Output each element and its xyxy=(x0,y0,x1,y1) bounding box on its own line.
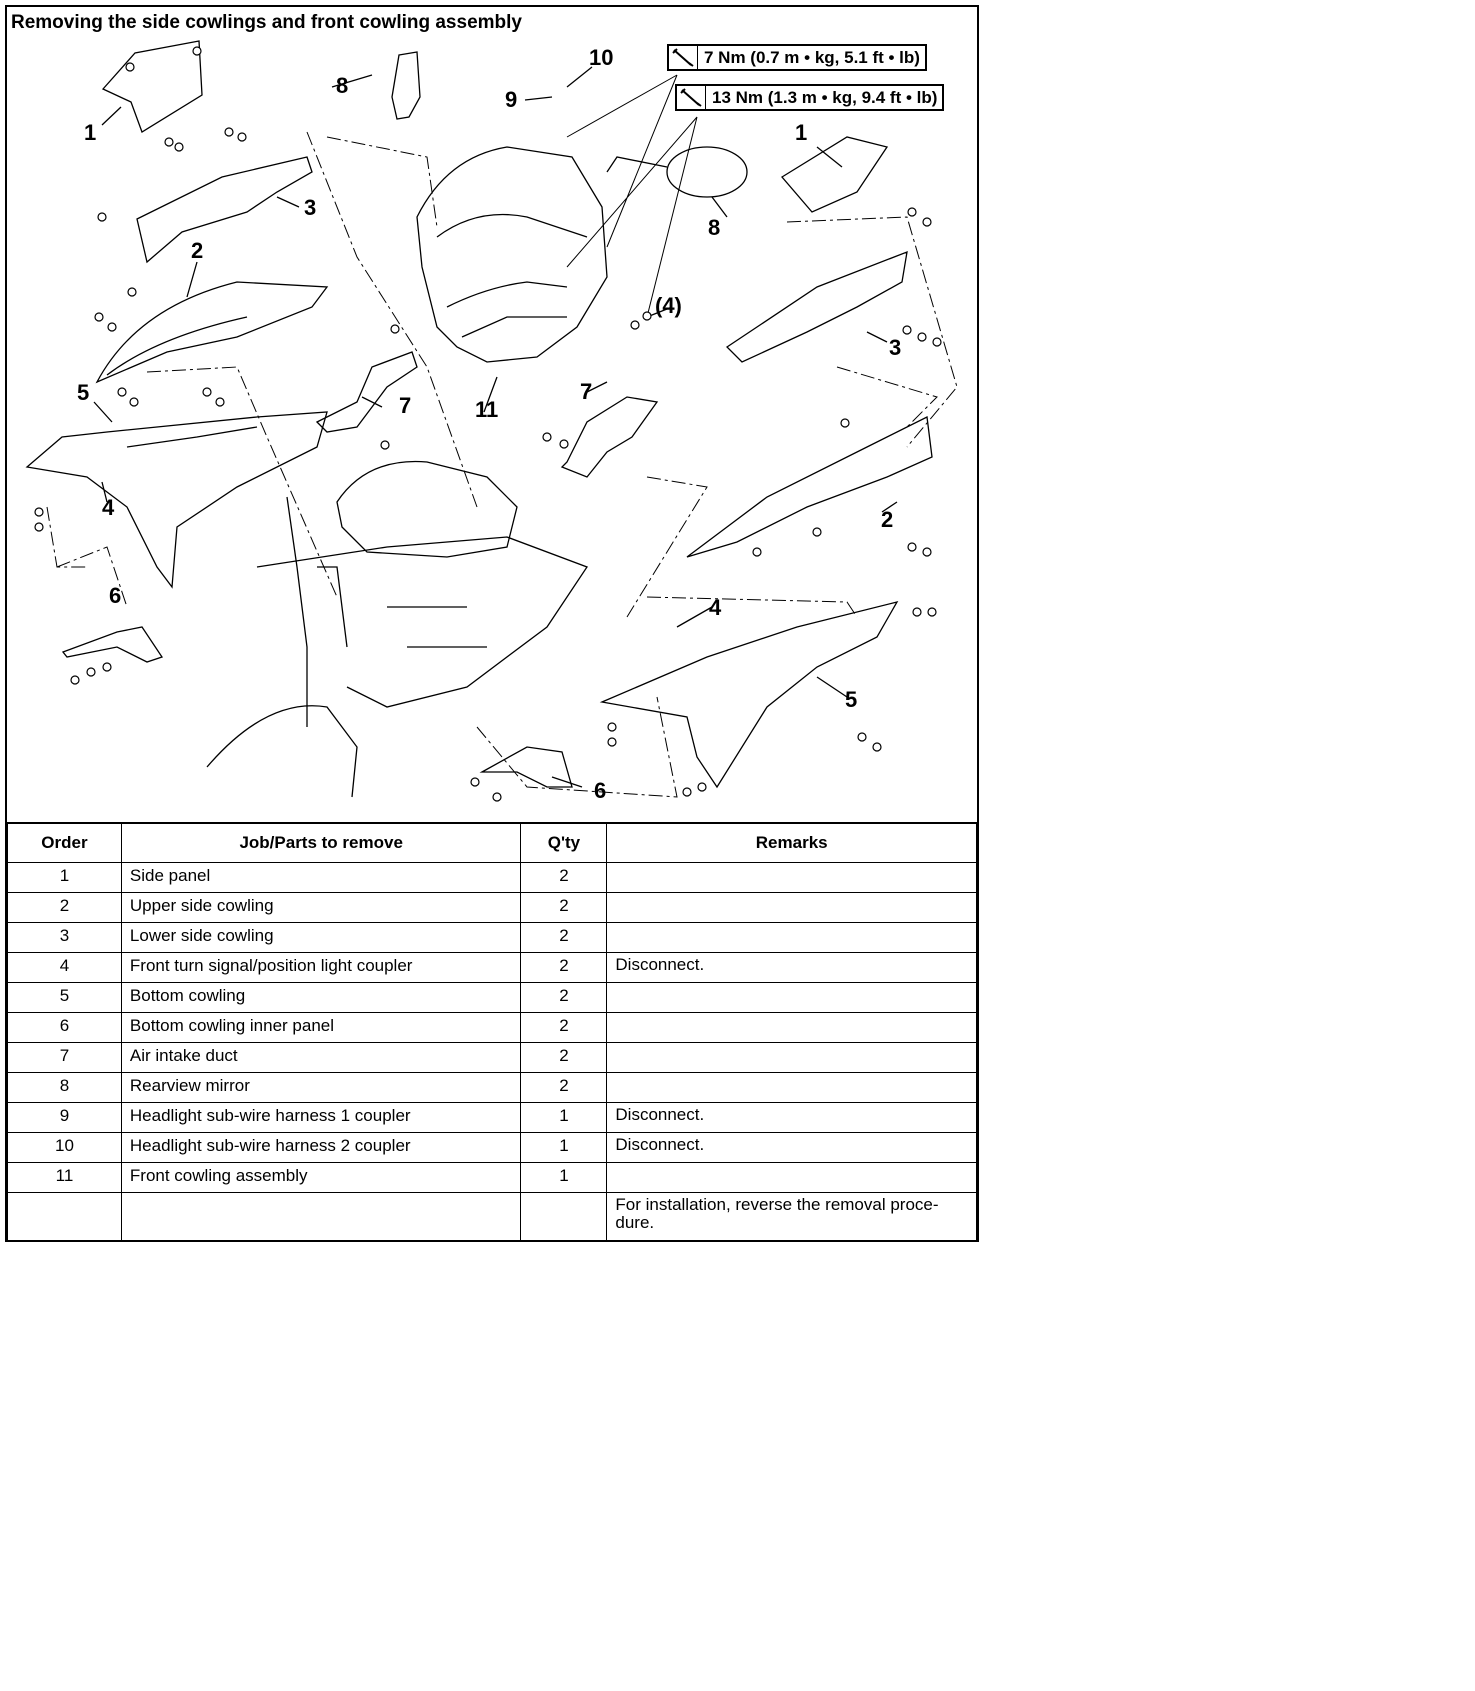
document-frame xyxy=(5,5,979,1242)
air-intake-duct-left xyxy=(317,352,417,432)
callout-label: 6 xyxy=(594,778,607,803)
callout-label: 3 xyxy=(889,335,902,360)
callout-label: 4 xyxy=(102,495,115,520)
cell-job: Front cowling assembly xyxy=(121,1162,521,1192)
bottom-cowling-left xyxy=(27,412,327,587)
upper-side-cowling-left xyxy=(97,282,327,382)
table-row xyxy=(8,892,977,922)
cell-job: Rearview mirror xyxy=(121,1072,521,1102)
callout-label: 4 xyxy=(709,595,722,620)
cell-qty: 2 xyxy=(521,862,607,892)
cell-qty: 1 xyxy=(521,1132,607,1162)
cell-order: 2 xyxy=(8,892,122,922)
cell-order: 9 xyxy=(8,1102,122,1132)
cell-order: 7 xyxy=(8,1042,122,1072)
callout-label: 2 xyxy=(881,507,894,532)
table-header-row xyxy=(8,823,977,862)
cell-qty: 1 xyxy=(521,1162,607,1192)
torque-wrench-icon xyxy=(669,46,698,69)
cell-job: Upper side cowling xyxy=(121,892,521,922)
table-row xyxy=(8,1162,977,1192)
cell-remarks xyxy=(607,1042,977,1072)
table-row xyxy=(8,922,977,952)
cell-remarks: Disconnect. xyxy=(607,952,977,982)
callout-label: 1 xyxy=(84,120,97,145)
torque-wrench-icon xyxy=(677,86,706,109)
callout-label: 9 xyxy=(505,87,518,112)
bottom-cowling-inner-right xyxy=(482,747,572,787)
cell-remarks xyxy=(607,922,977,952)
torque-spec-7nm xyxy=(667,44,927,71)
callout-label: 5 xyxy=(845,687,858,712)
cell-qty: 2 xyxy=(521,1012,607,1042)
cell-remarks: Disconnect. xyxy=(607,1132,977,1162)
cell-qty: 2 xyxy=(521,1072,607,1102)
cell-job: Air intake duct xyxy=(121,1042,521,1072)
cell-job: Side panel xyxy=(121,862,521,892)
callout-label: 1 xyxy=(795,120,808,145)
lower-side-cowling-left xyxy=(137,157,312,262)
callout-label: 10 xyxy=(589,45,614,70)
column-header-order: Order xyxy=(8,823,122,862)
table-row xyxy=(8,1192,977,1240)
table-row xyxy=(8,1012,977,1042)
cell-qty: 1 xyxy=(521,1102,607,1132)
column-header-job: Job/Parts to remove xyxy=(121,823,521,862)
cell-remarks xyxy=(607,1162,977,1192)
callout-label: 7 xyxy=(399,393,412,418)
fuel-tank xyxy=(337,462,517,558)
callout-label: 3 xyxy=(304,195,317,220)
cell-order xyxy=(8,1192,122,1240)
table-row xyxy=(8,1102,977,1132)
cell-qty: 2 xyxy=(521,952,607,982)
cell-order: 3 xyxy=(8,922,122,952)
cell-order: 4 xyxy=(8,952,122,982)
cell-remarks xyxy=(607,1072,977,1102)
cell-order: 8 xyxy=(8,1072,122,1102)
table-row xyxy=(8,1042,977,1072)
cell-order: 11 xyxy=(8,1162,122,1192)
callout-label: (4) xyxy=(655,293,682,318)
cell-job: Headlight sub-wire harness 2 coupler xyxy=(121,1132,521,1162)
side-panel-right xyxy=(782,137,887,212)
table-row xyxy=(8,862,977,892)
cell-remarks: Disconnect. xyxy=(607,1102,977,1132)
air-intake-duct-right xyxy=(562,397,657,477)
cell-qty: 2 xyxy=(521,982,607,1012)
column-header-qty: Q'ty xyxy=(521,823,607,862)
upper-side-cowling-right xyxy=(687,417,932,557)
parts-removal-table xyxy=(7,822,977,1241)
table-row xyxy=(8,952,977,982)
torque-spec-text: 7 Nm (0.7 m • kg, 5.1 ft • lb) xyxy=(704,47,920,67)
cell-order: 6 xyxy=(8,1012,122,1042)
cell-job: Lower side cowling xyxy=(121,922,521,952)
cell-job: Bottom cowling xyxy=(121,982,521,1012)
callout-label: 8 xyxy=(336,73,349,98)
lower-side-cowling-right xyxy=(727,252,907,362)
bottom-cowling-inner-left xyxy=(63,627,162,662)
cell-qty: 2 xyxy=(521,922,607,952)
cell-qty: 2 xyxy=(521,892,607,922)
page-title: Removing the side cowlings and front cowling assembly xyxy=(11,12,522,33)
table-row xyxy=(8,982,977,1012)
front-cowling xyxy=(417,147,607,362)
callout-label: 8 xyxy=(708,215,721,240)
callout-label: 11 xyxy=(475,397,499,422)
cell-remarks xyxy=(607,982,977,1012)
callout-label: 2 xyxy=(191,238,204,263)
side-panel-left xyxy=(103,41,202,132)
table-row xyxy=(8,1072,977,1102)
cell-remarks: For installation, reverse the removal proce-dure. xyxy=(607,1192,977,1240)
cell-job: Front turn signal/position light coupler xyxy=(121,952,521,982)
cell-job: Bottom cowling inner panel xyxy=(121,1012,521,1042)
torque-spec-13nm xyxy=(675,84,944,111)
column-header-remarks: Remarks xyxy=(607,823,977,862)
cell-remarks xyxy=(607,862,977,892)
cell-job: Headlight sub-wire harness 1 coupler xyxy=(121,1102,521,1132)
cell-qty: 2 xyxy=(521,1042,607,1072)
callout-label: 7 xyxy=(580,379,593,404)
cell-remarks xyxy=(607,1012,977,1042)
cell-order: 1 xyxy=(8,862,122,892)
cell-qty xyxy=(521,1192,607,1240)
torque-spec-text: 13 Nm (1.3 m • kg, 9.4 ft • lb) xyxy=(712,87,938,107)
table-row xyxy=(8,1132,977,1162)
mirror-left xyxy=(392,52,420,119)
cell-order: 10 xyxy=(8,1132,122,1162)
callout-label: 5 xyxy=(77,380,90,405)
callout-label: 6 xyxy=(109,583,122,608)
cell-order: 5 xyxy=(8,982,122,1012)
cell-remarks xyxy=(607,892,977,922)
cell-job xyxy=(121,1192,521,1240)
